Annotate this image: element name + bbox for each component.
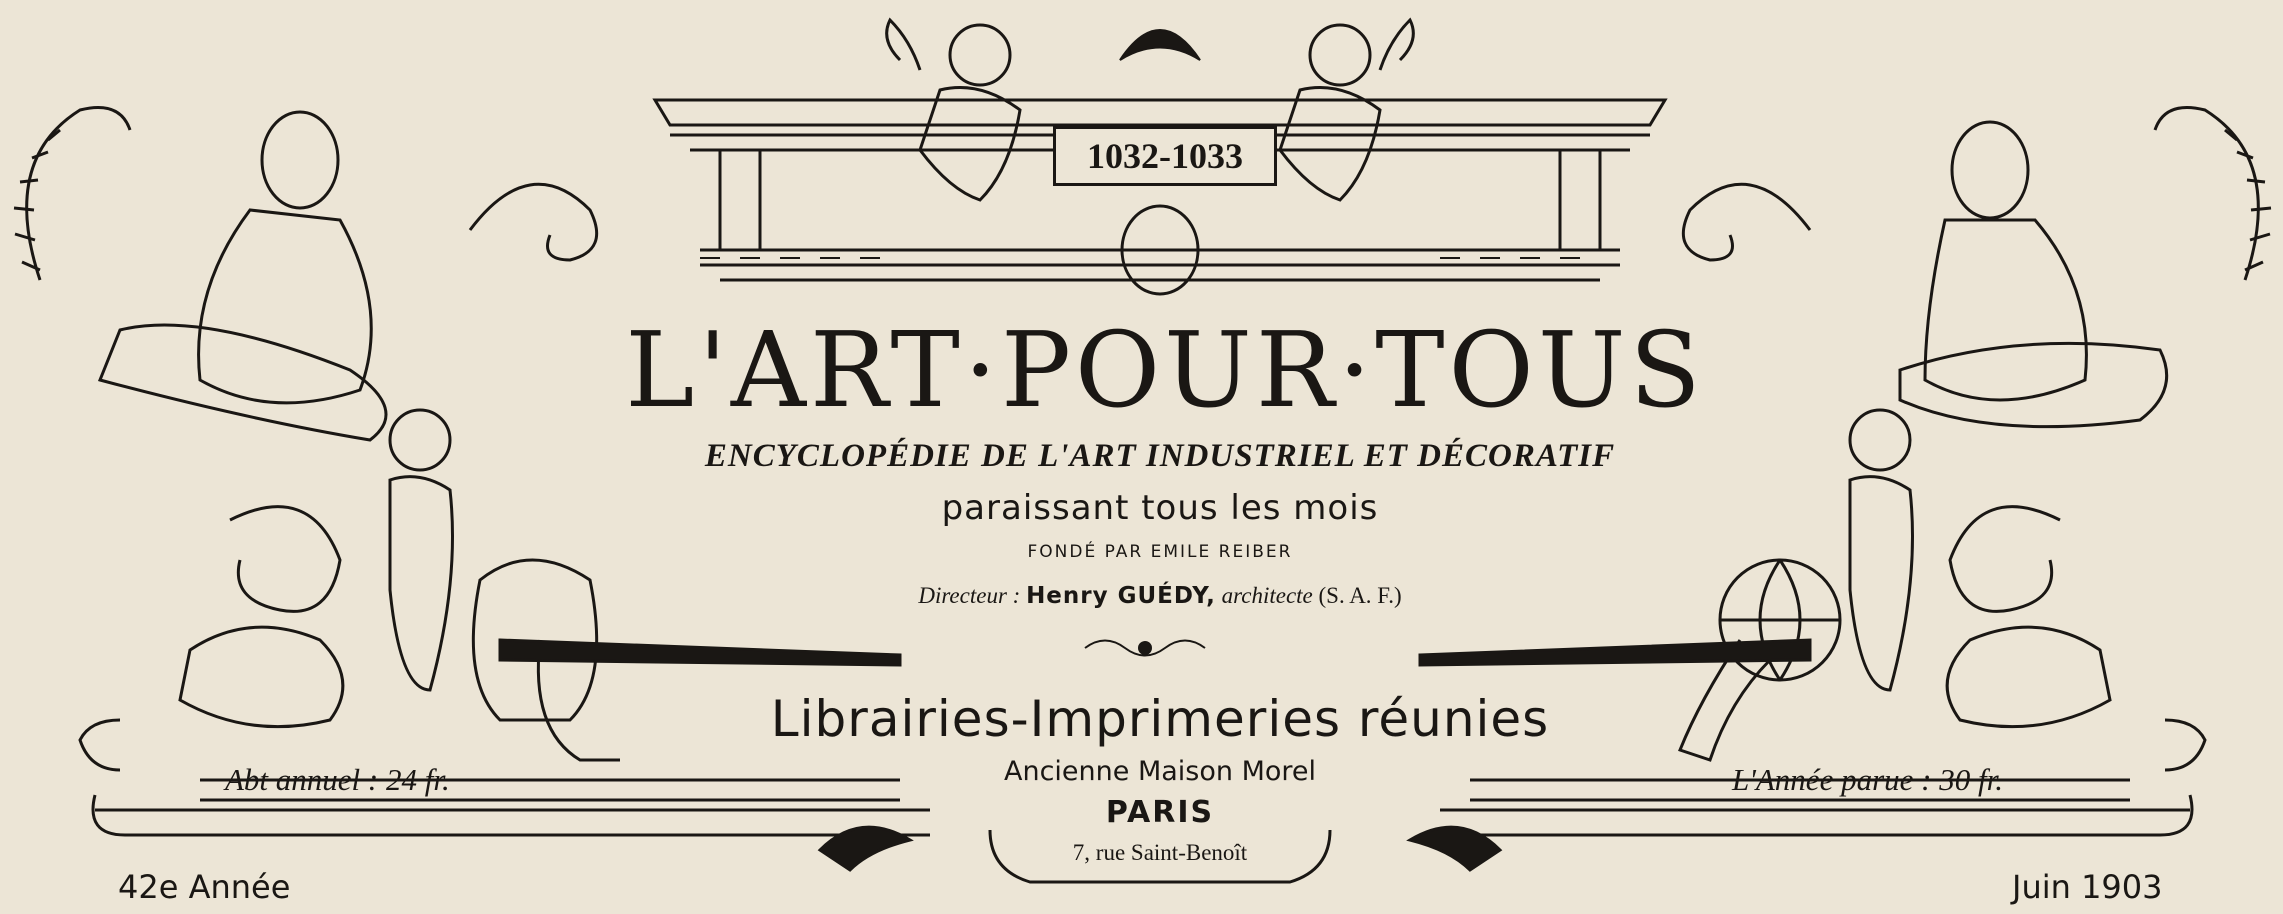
address: 7, rue Saint-Benoît	[1072, 840, 1248, 865]
former-house: Ancienne Maison Morel	[1003, 756, 1317, 787]
back-issue-price: L'Année parue : 30 fr.	[1732, 762, 2003, 797]
director-name: Henry GUÉDY,	[1026, 583, 1216, 609]
masthead-subtitle: ENCYCLOPÉDIE DE L'ART INDUSTRIEL ET DÉCORATIF	[704, 438, 1616, 474]
issue-date: Juin 1903	[2012, 868, 2163, 906]
masthead-title: L'ART·POUR·TOUS	[625, 309, 1705, 431]
subscription-price: Abt annuel : 24 fr.	[225, 762, 450, 797]
founder-line: FONDÉ PAR EMILE REIBER	[1027, 542, 1293, 562]
publication-frequency: paraissant tous les mois	[941, 488, 1379, 528]
publisher-name: Librairies-Imprimeries réunies	[770, 690, 1550, 748]
cornice	[655, 100, 1665, 125]
issue-number: 1032-1033	[1053, 126, 1277, 186]
director-label: Directeur :	[918, 583, 1021, 608]
year-of-publication: 42e Année	[118, 868, 291, 906]
director-role: architecte	[1221, 583, 1313, 608]
city: PARIS	[1105, 795, 1215, 830]
director-affiliation: (S. A. F.)	[1318, 583, 1402, 608]
director-line	[700, 583, 1620, 609]
